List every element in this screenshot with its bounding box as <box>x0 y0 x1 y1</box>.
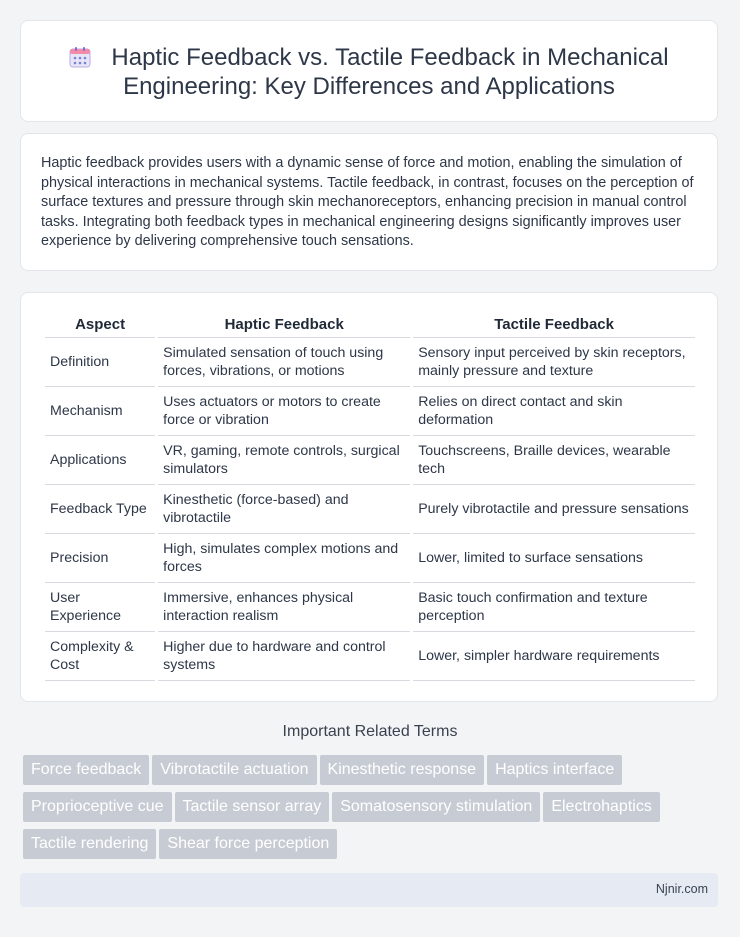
term-tag[interactable]: Tactile sensor array <box>175 792 330 822</box>
aspect-cell: Applications <box>45 436 155 485</box>
haptic-cell: VR, gaming, remote controls, surgical simulators <box>158 436 410 485</box>
related-terms-list <box>23 755 703 866</box>
page-title-text: Haptic Feedback vs. Tactile Feedback in Mechanical Engineering: Key Differences and Applications <box>111 44 669 100</box>
term-tag[interactable]: Proprioceptive cue <box>23 792 172 822</box>
haptic-cell: Uses actuators or motors to create force or vibration <box>158 387 410 436</box>
term-tag[interactable]: Kinesthetic response <box>320 755 485 785</box>
tactile-cell: Lower, simpler hardware requirements <box>413 632 695 681</box>
term-tag[interactable]: Somatosensory stimulation <box>332 792 540 822</box>
haptic-cell: Kinesthetic (force-based) and vibrotactile <box>158 485 410 534</box>
tactile-cell: Basic touch confirmation and texture perception <box>413 583 695 632</box>
haptic-cell: High, simulates complex motions and forces <box>158 534 410 583</box>
table-row <box>45 387 695 436</box>
term-tag[interactable]: Electrohaptics <box>543 792 660 822</box>
term-tag[interactable]: Force feedback <box>23 755 149 785</box>
table-row <box>45 485 695 534</box>
tactile-cell: Touchscreens, Braille devices, wearable tech <box>413 436 695 485</box>
table-header-row <box>45 315 695 338</box>
comparison-table-card <box>20 292 718 702</box>
related-terms-heading: Important Related Terms <box>282 723 458 740</box>
aspect-cell: Feedback Type <box>45 485 155 534</box>
aspect-cell: Precision <box>45 534 155 583</box>
comparison-table <box>42 315 698 681</box>
haptic-cell: Simulated sensation of touch using forces, vibrations, or motions <box>158 338 410 387</box>
column-header-tactile: Tactile Feedback <box>413 315 695 338</box>
tactile-cell: Sensory input perceived by skin receptors, mainly pressure and texture <box>413 338 695 387</box>
haptic-cell: Immersive, enhances physical interaction realism <box>158 583 410 632</box>
aspect-cell: Definition <box>45 338 155 387</box>
aspect-cell: User Experience <box>45 583 155 632</box>
term-tag[interactable]: Vibrotactile actuation <box>152 755 316 785</box>
term-tag[interactable]: Haptics interface <box>487 755 622 785</box>
haptic-cell: Higher due to hardware and control systems <box>158 632 410 681</box>
aspect-cell: Complexity & Cost <box>45 632 155 681</box>
table-row <box>45 436 695 485</box>
aspect-cell: Mechanism <box>45 387 155 436</box>
term-tag[interactable]: Tactile rendering <box>23 829 156 859</box>
table-row <box>45 534 695 583</box>
intro-card <box>20 133 718 271</box>
table-row <box>45 632 695 681</box>
column-header-haptic: Haptic Feedback <box>158 315 410 338</box>
table-row <box>45 338 695 387</box>
column-header-aspect: Aspect <box>45 315 155 338</box>
footer-brand[interactable]: Njnir.com <box>655 882 708 896</box>
term-tag[interactable]: Shear force perception <box>159 829 337 859</box>
calendar-icon <box>69 46 91 68</box>
page-title <box>21 43 717 101</box>
title-card <box>20 20 718 122</box>
tactile-cell: Relies on direct contact and skin deformation <box>413 387 695 436</box>
tactile-cell: Lower, limited to surface sensations <box>413 534 695 583</box>
table-row <box>45 583 695 632</box>
tactile-cell: Purely vibrotactile and pressure sensations <box>413 485 695 534</box>
intro-paragraph: Haptic feedback provides users with a dynamic sense of force and motion, enabling the simulation of physical interactions in mechanical systems. Tactile feedback, in contrast, focuses on the perception of surface textures and pressure through skin mechanoreceptors, enhancing precision in manual control tasks. Integrating both feedback types in mechanical engineering designs significantly improves user experience by delivering comprehensive touch sensations. <box>41 155 694 250</box>
footer <box>20 873 718 907</box>
